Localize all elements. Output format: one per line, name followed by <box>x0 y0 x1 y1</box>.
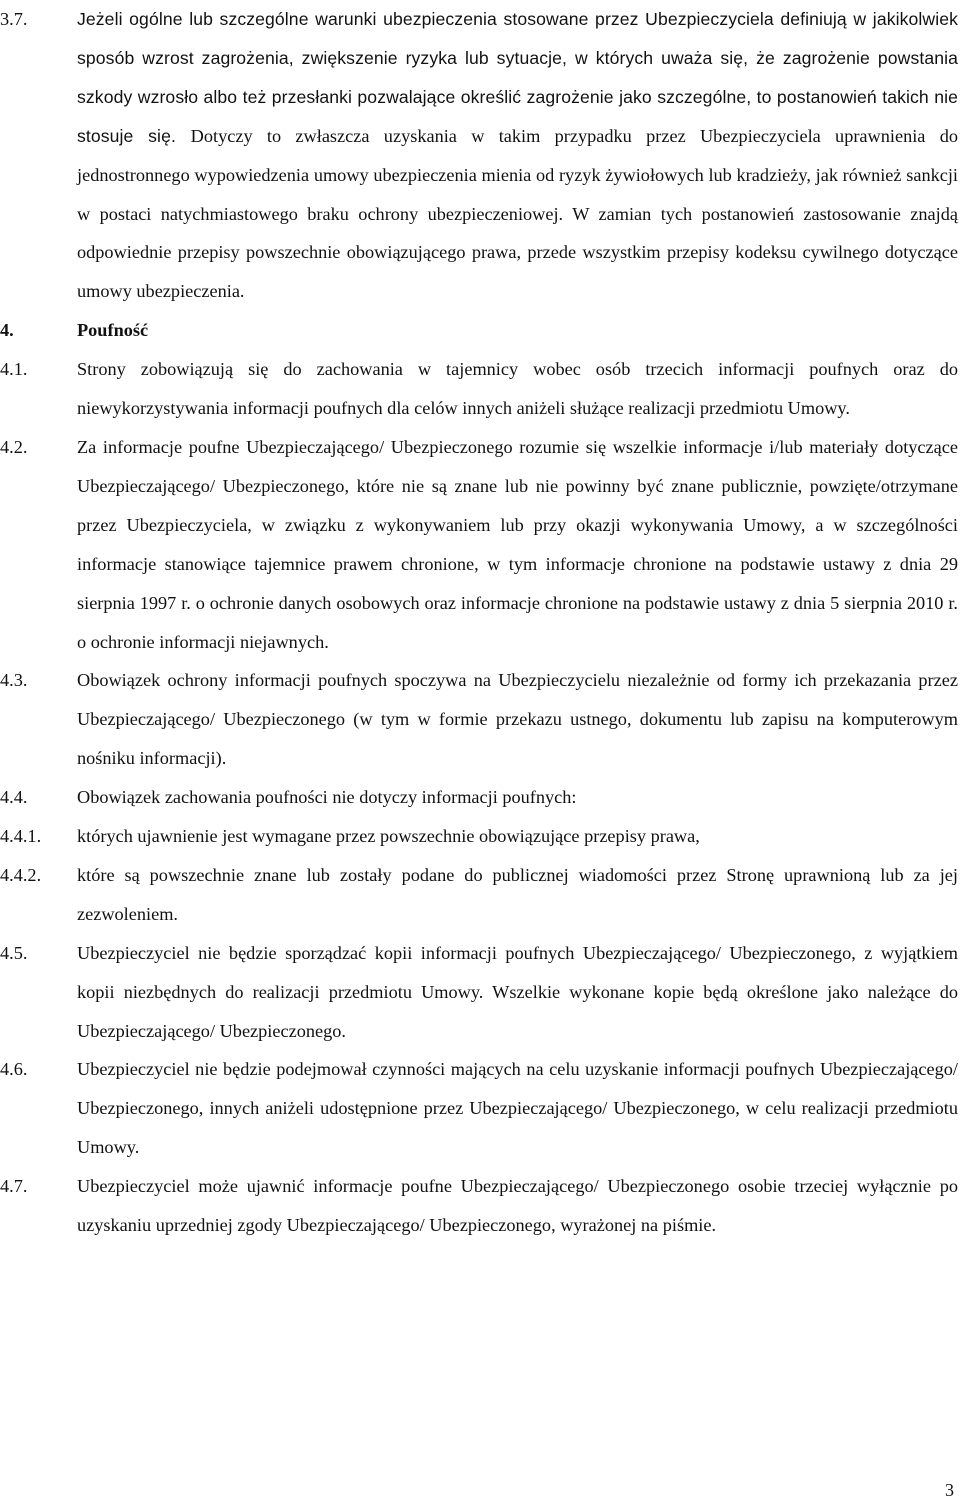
clause-4-1 <box>0 350 958 428</box>
clause-text: Obowiązek zachowania poufności nie dotyczy informacji poufnych: <box>77 787 577 808</box>
clause-text: Obowiązek ochrony informacji poufnych spoczywa na Ubezpieczycielu niezależnie od formy ich przekazania przez Ubezpieczającego/ Ubezpieczonego (w tym w formie przekazu ustnego, dokumentu lub zapisu na komputerowym nośniku informacji). <box>77 670 958 769</box>
clause-text: Ubezpieczyciel nie będzie podejmował czynności mających na celu uzyskanie informacji poufnych Ubezpieczającego/ Ubezpieczonego, innych aniżeli udostępnione przez Ubezpieczającego/ Ubezpieczonego, w celu realizacji przedmiotu Umowy. <box>77 1059 958 1158</box>
clause-text: Strony zobowiązują się do zachowania w tajemnicy wobec osób trzecich informacji poufnych oraz do niewykorzystywania informacji poufnych dla celów innych aniżeli służące realizacji przedmiotu Umowy. <box>77 359 958 419</box>
clause-number: 4.4.2. <box>0 864 42 885</box>
clause-number: 4.4.1. <box>0 826 42 847</box>
section-heading-4 <box>0 311 958 350</box>
clause-text-part-sans: Jeżeli ogólne lub szczególne warunki ubezpieczenia stosowane przez Ubezpieczyciela definiują w jakikolwiek sposób wzrost zagrożenia, zwiększenie ryzyka lub sytuacje, w których uważa się, że zagrożenie powstania szkody wzrosło albo też przesłanki pozwalające określić zagrożenie jako szczególne, to postanowień takich nie stosuje się. <box>77 9 958 146</box>
clause-text: Za informacje poufne Ubezpieczającego/ Ubezpieczonego rozumie się wszelkie informacje i/lub materiały dotyczące Ubezpieczającego/ Ubezpieczonego, które nie są znane lub nie powinny być znane publicznie, powzięte/otrzymane przez Ubezpieczyciela, w związku z wykonywaniem lub przy okazji wykonywania Umowy, a w szczególności informacje stanowiące tajemnice prawem chronione, w tym informacje chronione na podstawie ustawy z dnia 29 sierpnia 1997 r. o ochronie danych osobowych oraz informacje chronione na podstawie ustawy z dnia 5 sierpnia 2010 r. o ochronie informacji niejawnych. <box>77 436 958 652</box>
clause-4-3 <box>0 661 958 778</box>
clause-text: które są powszechnie znane lub zostały podane do publicznej wiadomości przez Stronę uprawnioną lub za jej zezwoleniem. <box>77 864 958 924</box>
clause-number: 4.7. <box>0 1176 28 1197</box>
clause-text: Ubezpieczyciel może ujawnić informacje poufne Ubezpieczającego/ Ubezpieczonego osobie trzeciej wyłącznie po uzyskaniu uprzedniej zgody Ubezpieczającego/ Ubezpieczonego, wyrażonej na piśmie. <box>77 1176 958 1236</box>
clause-text: których ujawnienie jest wymagane przez powszechnie obowiązujące przepisy prawa, <box>77 826 700 847</box>
clause-text: Ubezpieczyciel nie będzie sporządzać kopii informacji poufnych Ubezpieczającego/ Ubezpieczonego, z wyjątkiem kopii niezbędnych do realizacji przedmiotu Umowy. Wszelkie wykonane kopie będą określone jako należące do Ubezpieczającego/ Ubezpieczonego. <box>77 942 958 1041</box>
clause-text-part-serif: Dotyczy to zwłaszcza uzyskania w takim przypadku przez Ubezpieczyciela uprawnienia do jednostronnego wypowiedzenia umowy ubezpieczenia mienia od ryzyk żywiołowych lub kradzieży, jak również sankcji w postaci natychmiastowego braku ochrony ubezpieczeniowej. W zamian tych postanowień zastosowanie znajdą odpowiednie przepisy powszechnie obowiązującego prawa, przede wszystkim przepisy kodeksu cywilnego dotyczące umowy ubezpieczenia. <box>77 125 958 302</box>
clause-number: 4.4. <box>0 787 28 808</box>
clause-4-5 <box>0 934 958 1051</box>
clause-4-6 <box>0 1050 958 1167</box>
clause-text <box>77 0 958 311</box>
clause-4-4-1 <box>0 817 958 856</box>
clause-number: 4.1. <box>0 359 28 380</box>
clause-number: 3.7. <box>0 9 28 29</box>
clause-4-2 <box>0 428 958 661</box>
clause-number: 4.3. <box>0 670 28 691</box>
section-number: 4. <box>0 320 14 341</box>
clause-4-4 <box>0 778 958 817</box>
page-number: 3 <box>945 1480 954 1500</box>
section-title: Poufność <box>77 320 149 341</box>
clause-4-4-2 <box>0 856 958 934</box>
clause-number: 4.5. <box>0 942 28 963</box>
clause-4-7 <box>0 1167 958 1245</box>
clause-number: 4.6. <box>0 1059 28 1080</box>
clause-3-7 <box>0 0 958 311</box>
clause-number: 4.2. <box>0 436 28 457</box>
